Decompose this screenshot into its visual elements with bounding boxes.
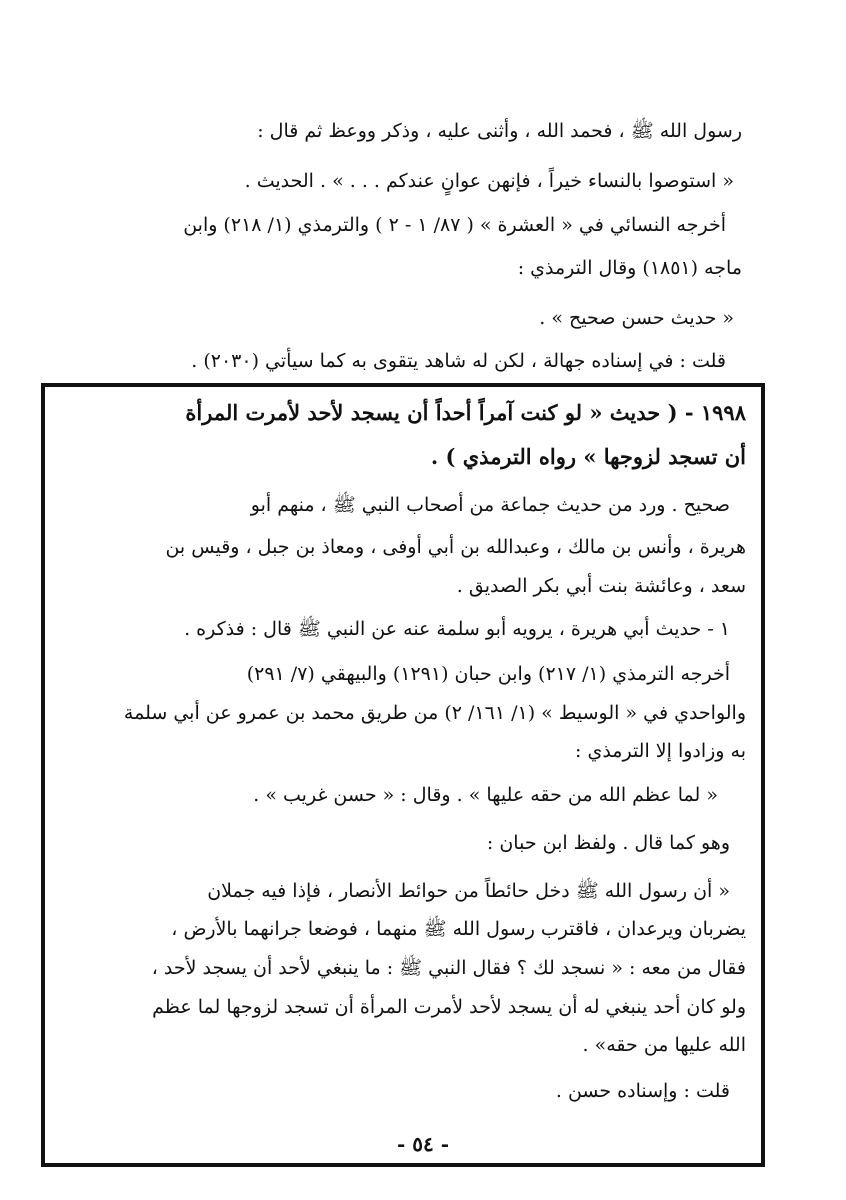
top-line-1: رسول الله ﷺ ، فحمد الله ، وأثنى عليه ، وذكر ووعظ ثم قال : [257,120,742,142]
body-line-4: ١ - حديث أبي هريرة ، يرويه أبو سلمة عنه عن النبي ﷺ قال : فذكره . [184,618,730,640]
top-line-4: ماجه (١٨٥١) وقال الترمذي : [517,257,742,279]
body-line-6: والواحدي في « الوسيط » (١/ ١٦١/ ٢) من طريق محمد بن عمرو عن أبي سلمة [123,702,746,724]
body-line-13: ولو كان أحد ينبغي له أن يسجد لأحد لأمرت المرأة أن تسجد لزوجها لما عظم [152,996,746,1018]
body-line-9: وهو كما قال . ولفظ ابن حبان : [486,832,730,854]
top-line-5: « حديث حسن صحيح » . [539,307,734,329]
page-number: - ٥٤ - [396,1132,449,1156]
hadith-heading-line-1: ١٩٩٨ - ( حديث « لو كنت آمراً أحداً أن يسجد لأحد لأمرت المرأة [185,400,746,425]
body-line-2: هريرة ، وأنس بن مالك ، وعبدالله بن أبي أوفى ، ومعاذ بن جبل ، وقيس بن [165,536,746,558]
body-line-5: أخرجه الترمذي (١/ ٢١٧) وابن حبان (١٢٩١) والبيهقي (٧/ ٢٩١) [246,663,730,685]
body-line-11: يضربان ويرعدان ، فاقترب رسول الله ﷺ منهما ، فوضعا جرانهما بالأرض ، [171,918,746,940]
body-line-14: الله عليها من حقه» . [582,1034,746,1056]
body-line-3: سعد ، وعائشة بنت أبي بكر الصديق . [456,575,746,597]
body-line-1: صحيح . ورد من حديث جماعة من أصحاب النبي ﷺ ، منهم أبو [250,494,730,516]
top-line-6: قلت : في إسناده جهالة ، لكن له شاهد يتقوى به كما سيأتي (٢٠٣٠) . [191,350,726,372]
hadith-heading-line-2: أن تسجد لزوجها » رواه الترمذي ) . [430,444,746,469]
body-line-15: قلت : وإسناده حسن . [555,1080,730,1102]
body-line-8: « لما عظم الله من حقه عليها » . وقال : « حسن غريب » . [253,784,718,806]
top-line-2: « استوصوا بالنساء خيراً ، فإنهن عوانٍ عندكم . . . » . الحديث . [244,170,734,192]
body-line-12: فقال من معه : « نسجد لك ؟ فقال النبي ﷺ : ما ينبغي لأحد أن يسجد لأحد ، [151,957,746,979]
body-line-7: به وزادوا إلا الترمذي : [575,740,746,762]
top-line-3: أخرجه النسائي في « العشرة » ( ٨٧/ ١ - ٢ ) والترمذي (١/ ٢١٨) وابن [183,214,726,236]
body-line-10: « أن رسول الله ﷺ دخل حائطاً من حوائط الأنصار ، فإذا فيه جملان [207,880,730,902]
